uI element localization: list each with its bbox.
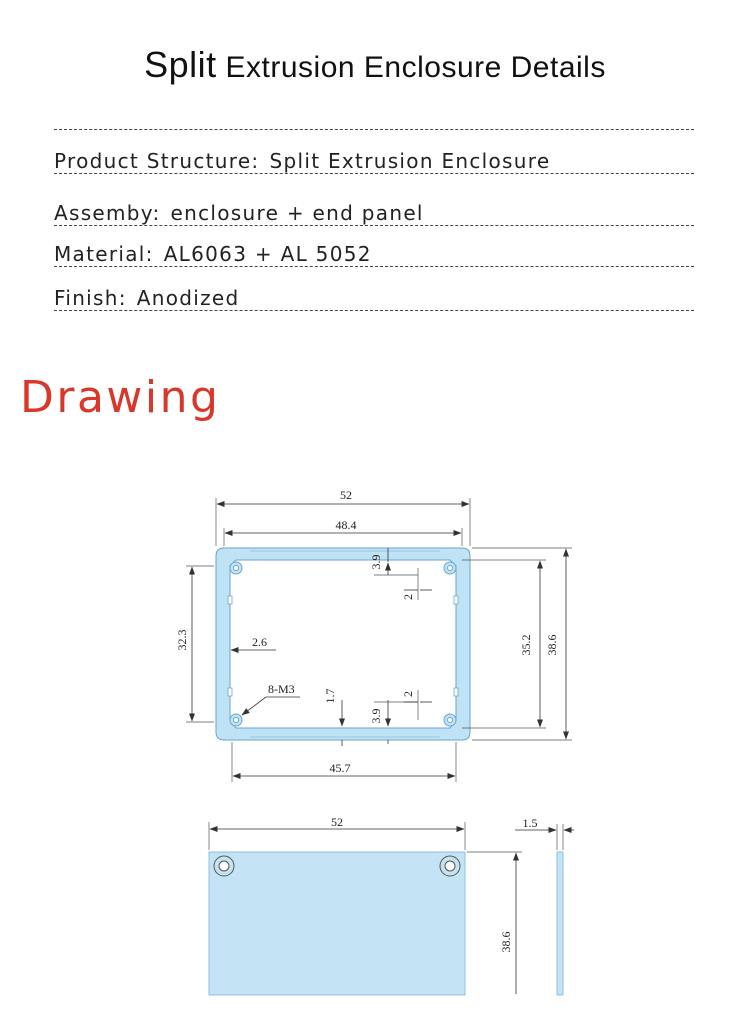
screw-boss	[448, 718, 453, 723]
panel-dim-height: 38.6	[499, 931, 513, 953]
panel-hole	[219, 861, 229, 871]
title-word-large: Split	[144, 44, 217, 85]
end-panel-shape	[209, 852, 465, 995]
dim-height-outer: 38.6	[545, 634, 559, 656]
dim-gap-top: 2	[401, 594, 415, 600]
spec-label: Product Structure:	[54, 149, 260, 173]
dim-rib-bottom: 3.9	[369, 708, 383, 724]
spec-value: AL6063 + AL 5052	[163, 242, 372, 266]
side-notch	[454, 596, 458, 604]
side-notch	[228, 688, 232, 696]
drawing-heading: Drawing	[20, 372, 221, 423]
front-view	[175, 488, 572, 782]
panel-dim-width: 52	[331, 815, 343, 829]
dim-screw: 8-M3	[268, 682, 295, 696]
dim-wall: 2.6	[252, 635, 267, 649]
dim-width: 52	[340, 488, 352, 502]
dim-gap-bottom: 2	[401, 691, 415, 697]
spec-label: Assemby:	[54, 201, 161, 225]
spec-label: Material:	[54, 242, 154, 266]
dim-lip: 1.7	[323, 688, 337, 704]
dim-inner-width: 48.4	[335, 518, 357, 532]
spec-value: enclosure + end panel	[170, 201, 424, 225]
dim-height-inner: 35.2	[519, 634, 533, 656]
spec-label: Finish:	[54, 286, 127, 310]
dim-side-height: 32.3	[175, 629, 189, 651]
screw-boss	[234, 566, 239, 571]
screw-boss	[234, 718, 239, 723]
side-notch	[454, 688, 458, 696]
end-panel-view	[209, 815, 574, 995]
title-rest: Extrusion Enclosure Details	[225, 51, 606, 84]
panel-hole	[445, 861, 455, 871]
dim-slot-spacing: 45.7	[329, 761, 351, 775]
panel-side-view	[557, 852, 563, 995]
panel-dim-thickness: 1.5	[522, 816, 538, 830]
spec-value: Split Extrusion Enclosure	[269, 149, 551, 173]
dim-rib-top: 3.9	[369, 554, 383, 570]
spec-value: Anodized	[136, 286, 240, 310]
side-notch	[228, 596, 232, 604]
screw-boss	[448, 566, 453, 571]
